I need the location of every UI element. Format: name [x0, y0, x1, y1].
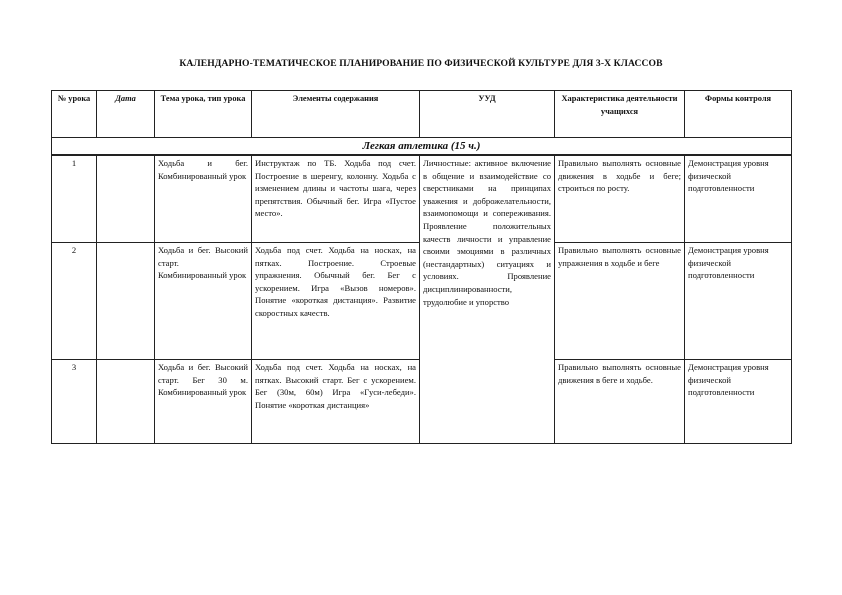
header-date: Дата — [97, 91, 155, 138]
lesson-control: Демонстрация уровня физической подготовленности — [685, 360, 792, 444]
lesson-date — [97, 243, 155, 360]
lesson-control: Демонстрация уровня физической подготовленности — [685, 155, 792, 243]
lesson-topic: Ходьба и бег. Высокий старт. Комбинированный урок — [155, 243, 252, 360]
lesson-activity: Правильно выполнять основные движения в ходьбе и беге; строиться по росту. — [555, 155, 685, 243]
header-activity: Характеристика деятельности учащихся — [555, 91, 685, 138]
lesson-number: 2 — [52, 243, 97, 360]
lesson-date — [97, 360, 155, 444]
section-row — [52, 138, 792, 156]
header-uud: УУД — [420, 91, 555, 138]
header-row — [52, 91, 792, 138]
lesson-activity: Правильно выполнять основные упражнения в ходьбе и беге — [555, 243, 685, 360]
lesson-topic: Ходьба и бег. Комбинированный урок — [155, 155, 252, 243]
lesson-elements: Ходьба под счет. Ходьба на носках, на пятках. Высокий старт. Бег с ускорением. Бег (30м, 60м) Игра «Гуси-лебеди». Понятие «короткая дистанция» — [252, 360, 420, 444]
header-topic: Тема урока, тип урока — [155, 91, 252, 138]
lesson-number: 1 — [52, 155, 97, 243]
header-elements: Элементы содержания — [252, 91, 420, 138]
planning-table — [51, 90, 792, 444]
lesson-elements: Инструктаж по ТБ. Ходьба под счет. Построение в шеренгу, колонну. Ходьба с изменением длины и частоты шага, через препятствия. Обычный бег. Игра «Пустое место». — [252, 155, 420, 243]
lesson-date — [97, 155, 155, 243]
page-title: КАЛЕНДАРНО-ТЕМАТИЧЕСКОЕ ПЛАНИРОВАНИЕ ПО ФИЗИЧЕСКОЙ КУЛЬТУРЕ ДЛЯ 3-Х КЛАССОВ — [179, 58, 663, 69]
table-row — [52, 155, 792, 243]
lesson-elements: Ходьба под счет. Ходьба на носках, на пятках. Построение. Строевые упражнения. Обычный бег. Бег с ускорением. Игра «Вызов номеров». Понятие «короткая дистанция». Развитие скоростных качеств. — [252, 243, 420, 360]
lesson-number: 3 — [52, 360, 97, 444]
lesson-control: Демонстрация уровня физической подготовленности — [685, 243, 792, 360]
uud-text: Личностные: активное включение в общение и взаимодействие со сверстниками на принципах уважения и доброжелательности, взаимопомощи и сопереживания. Проявление положительных качеств личности и управление своими эмоциями в различных (нестандартных) ситуациях и условиях. Проявление дисциплинированности, трудолюбие и упорство — [420, 155, 555, 444]
header-control: Формы контроля — [685, 91, 792, 138]
section-title: Легкая атлетика (15 ч.) — [52, 138, 792, 156]
lesson-activity: Правильно выполнять основные движения в беге и ходьбе. — [555, 360, 685, 444]
lesson-topic: Ходьба и бег. Высокий старт. Бег 30 м. Комбинированный урок — [155, 360, 252, 444]
header-num: № урока — [52, 91, 97, 138]
